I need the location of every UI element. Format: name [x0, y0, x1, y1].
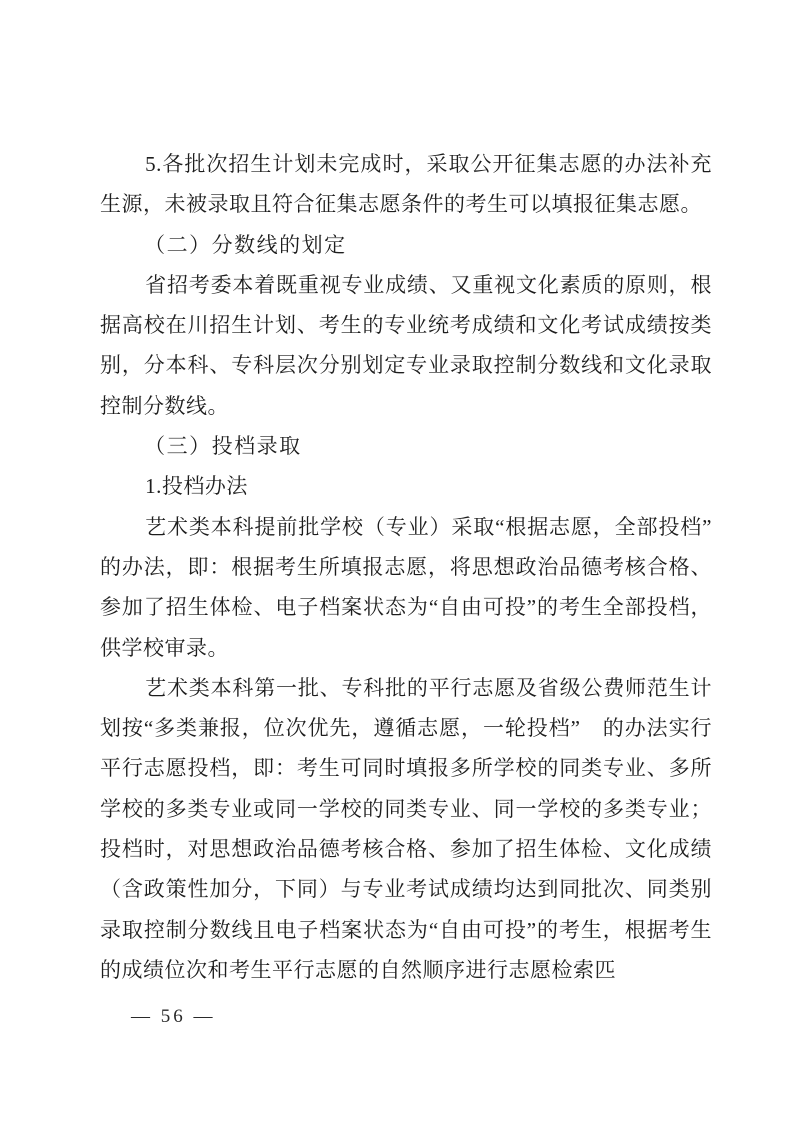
subheading-filing-method: 1.投档办法 — [145, 474, 248, 499]
paragraph-parallel-volunteer-filing: 艺术类本科第一批、专科批的平行志愿及省级公费师范生计划按“多类兼报，位次优先，遵循志愿，一轮投档” 的办法实行平行志愿投档，即：考生可同时填报多所学校的同类专业、多所学校的多类专业或同一学校的同类专业、同一学校的多类专业；投档时，对思想政治品德考核合格、参加了招生体检、文化成绩（含政策性加分，下同）与专业考试成绩均达到同批次、同类别录取控制分数线且电子档案状态为“自由可投”的考生，根据考生的成绩位次和考生平行志愿的自然顺序进行志愿检索匹 — [100, 675, 712, 982]
page-number: — 56 — — [131, 1006, 216, 1027]
paragraph-score-line-rules: 省招考委本着既重视专业成绩、又重视文化素质的原则，根据高校在川招生计划、考生的专业统考成绩和文化考试成绩按类别，分本科、专科层次分别划定专业录取控制分数线和文化录取控制分数线。 — [100, 272, 712, 418]
paragraph-early-batch-filing: 艺术类本科提前批学校（专业）采取“根据志愿，全部投档”的办法，即：根据考生所填报志愿，将思想政治品德考核合格、参加了招生体检、电子档案状态为“自由可投”的考生全部投档，供学校审录。 — [100, 514, 712, 660]
section-heading-admission: （三）投档录取 — [144, 434, 302, 459]
section-heading-score-line: （二）分数线的划定 — [144, 232, 347, 257]
paragraph-collection-volunteers: 5.各批次招生计划未完成时，采取公开征集志愿的办法补充生源，未被录取且符合征集志愿条件的考生可以填报征集志愿。 — [100, 152, 712, 217]
document-body — [100, 144, 712, 990]
